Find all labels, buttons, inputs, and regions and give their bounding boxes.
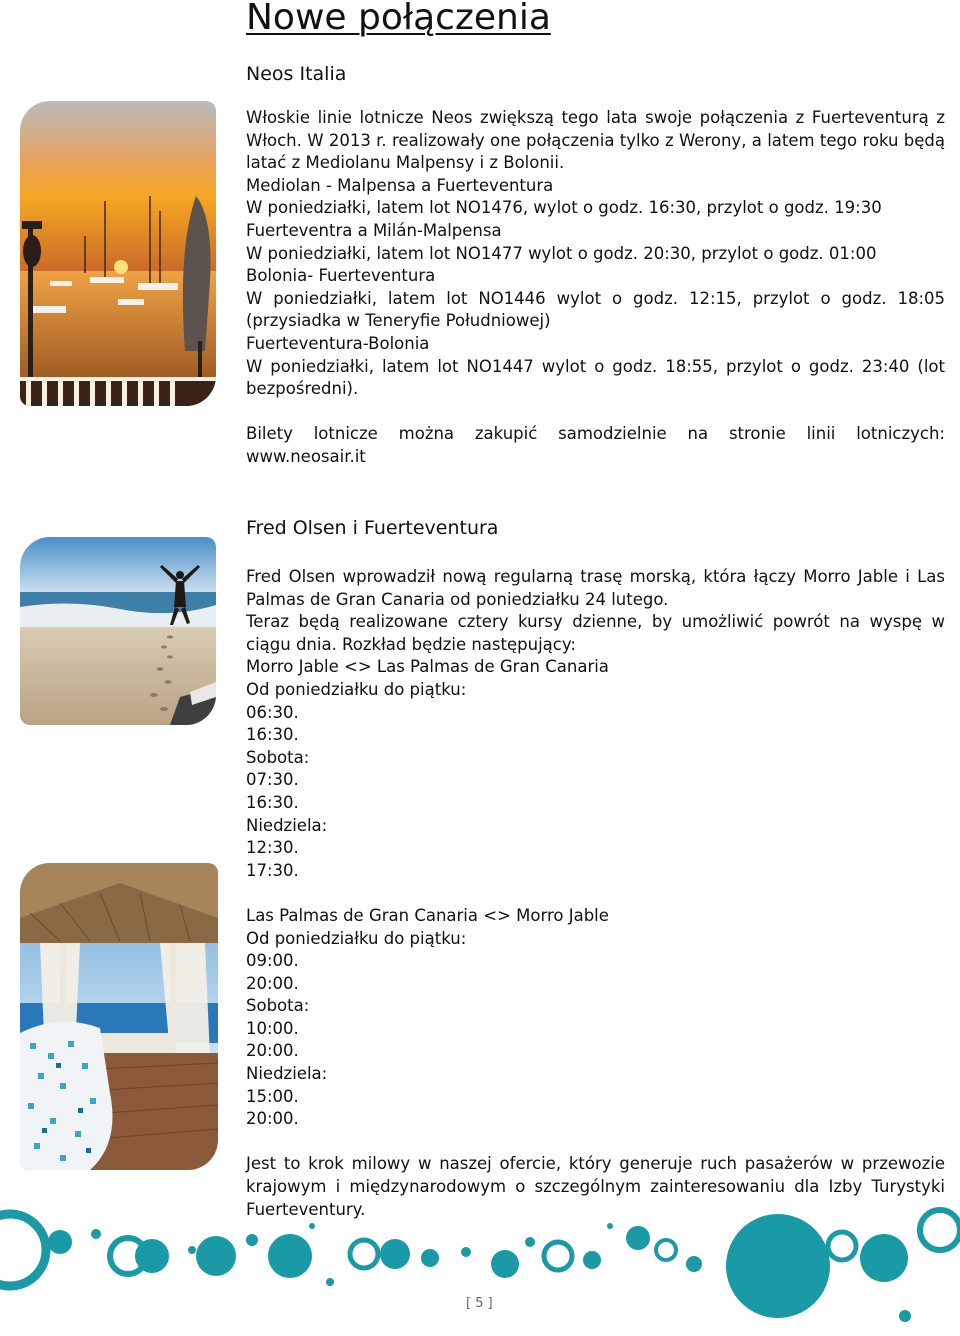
fred-intro: Fred Olsen wprowadził nową regularną trasę morską, która łączy Morro Jable i Las Palmas de Gran Canaria od poniedziałku 24 lutego. (246, 567, 945, 609)
neos-line: Bolonia- Fuerteventura (246, 266, 436, 286)
neos-line: Mediolan - Malpensa a Fuerteventura (246, 175, 554, 195)
schedule-line: Od poniedziałku do piątku: (246, 928, 467, 948)
schedule-line: Morro Jable <> Las Palmas de Gran Canaria (246, 657, 609, 677)
neos-line: W poniedziałki, latem lot NO1477 wylot o godz. 20:30, przylot o godz. 01:00 (246, 243, 877, 263)
schedule-line: 09:00. (246, 951, 299, 971)
schedule-line: Sobota: (246, 747, 310, 767)
cabana-deck-photo (20, 863, 218, 1170)
fred-intro2: Teraz będą realizowane cztery kursy dzienne, by umożliwić powrót na wyspę w ciągu dnia. Rozkład będzie następujący: (246, 612, 945, 654)
page-number: [ 5 ] (466, 1296, 493, 1311)
schedule-line: 07:30. (246, 770, 299, 790)
schedule-line: 20:00. (246, 973, 299, 993)
neos-line: Fuerteventra a Milán-Malpensa (246, 220, 502, 240)
neos-tickets: Bilety lotnicze można zakupić samodzielnie na stronie linii lotniczych: www.neosair.it (246, 424, 945, 466)
schedule-line: 12:30. (246, 838, 299, 858)
neos-return-flight: W poniedziałki, latem lot NO1447 wylot o godz. 18:55, przylot o godz. 23:40 (lot bezpośredni). (246, 356, 945, 399)
schedule-line: 10:00. (246, 1018, 299, 1038)
schedule-line: Las Palmas de Gran Canaria <> Morro Jable (246, 905, 609, 925)
fred-closing: Jest to krok milowy w naszej ofercie, który generuje ruch pasażerów w przewozie krajowym i międzynarodowym o szczególnym zainteresowaniu dla Izby Turystyki Fuerteventury. (246, 1154, 945, 1219)
schedule-line: Od poniedziałku do piątku: (246, 679, 467, 699)
schedule-line: 16:30. (246, 792, 299, 812)
schedule-line: 16:30. (246, 725, 299, 745)
neos-body (246, 107, 945, 469)
beach-jumping-man-photo (20, 537, 216, 725)
neos-intro: Włoskie linie lotnicze Neos zwiększą tego lata swoje połączenia z Fuerteventurą z Włoch. W 2013 r. realizowały one połączenia tylko z Werony, a latem tego roku będą latać z Mediolanu Malpensy i z Bolonii. (246, 108, 945, 173)
section-heading-neos: Neos Italia (246, 63, 347, 85)
sunset-harbor-photo (20, 101, 216, 406)
schedule-line: Niedziela: (246, 815, 328, 835)
section-heading-fred-olsen: Fred Olsen i Fuerteventura (246, 517, 499, 539)
neos-line: Fuerteventura-Bolonia (246, 333, 430, 353)
schedule-line: 20:00. (246, 1109, 299, 1129)
neos-bologna-flight: W poniedziałki, latem lot NO1446 wylot o godz. 12:15, przylot o godz. 18:05 (przysiadka w Teneryfie Południowej) (246, 288, 945, 331)
schedule-line: 17:30. (246, 860, 299, 880)
schedule-line: 06:30. (246, 702, 299, 722)
schedule-line: Sobota: (246, 996, 310, 1016)
neos-line: W poniedziałki, latem lot NO1476, wylot o godz. 16:30, przylot o godz. 19:30 (246, 198, 882, 218)
page-title: Nowe połączenia (246, 0, 551, 38)
fred-body (246, 566, 945, 1221)
schedule-line: Niedziela: (246, 1064, 328, 1084)
schedule-line: 15:00. (246, 1086, 299, 1106)
schedule-line: 20:00. (246, 1041, 299, 1061)
